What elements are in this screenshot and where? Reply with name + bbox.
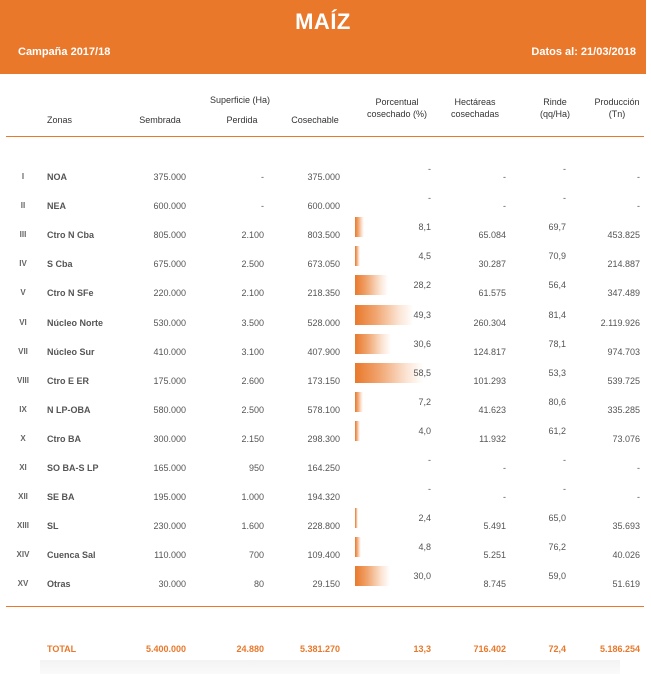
porcentual-bar bbox=[355, 246, 360, 266]
rinde-value: - bbox=[563, 455, 566, 465]
perdida-value: - bbox=[261, 201, 264, 211]
total-divider bbox=[6, 606, 644, 607]
perdida-value: 3.100 bbox=[241, 347, 264, 357]
porcentual-bar bbox=[355, 217, 364, 237]
rinde-value: 56,4 bbox=[548, 280, 566, 290]
row-number: XI bbox=[19, 463, 27, 472]
zone-name: S Cba bbox=[47, 259, 73, 269]
zone-name: Ctro N SFe bbox=[47, 288, 94, 298]
sembrada-value: 580.000 bbox=[153, 405, 186, 415]
header-produccion-line1: Producción bbox=[594, 97, 640, 107]
report-title: MAÍZ bbox=[295, 9, 351, 34]
cosechable-value: 194.320 bbox=[307, 492, 340, 502]
header-hectareas-line1: Hectáreas bbox=[454, 97, 496, 107]
header-hectareas-line2: cosechadas bbox=[450, 109, 500, 119]
porcentual-value: 8,1 bbox=[418, 222, 431, 232]
header-porcentual-line2: cosechado (%) bbox=[366, 109, 428, 119]
total-perdida: 24.880 bbox=[236, 644, 264, 654]
cosechable-value: 29.150 bbox=[312, 579, 340, 589]
hectareas-value: - bbox=[503, 492, 506, 502]
sembrada-value: 410.000 bbox=[153, 347, 186, 357]
rinde-value: 65,0 bbox=[548, 513, 566, 523]
hectareas-value: 11.932 bbox=[479, 434, 506, 444]
row-number: II bbox=[20, 201, 26, 210]
cosechable-value: 600.000 bbox=[307, 201, 340, 211]
header-rinde bbox=[530, 96, 580, 120]
produccion-value: 2.119.926 bbox=[600, 318, 640, 328]
zone-name: N LP-OBA bbox=[47, 405, 91, 415]
produccion-value: - bbox=[637, 201, 640, 211]
hectareas-value: 8.745 bbox=[483, 579, 506, 589]
row-number: X bbox=[20, 434, 26, 443]
header-hectareas bbox=[440, 96, 510, 120]
header-superficie-group: Superficie (Ha) bbox=[209, 95, 271, 105]
header-sembrada: Sembrada bbox=[139, 115, 181, 125]
campaign-label: Campaña 2017/18 bbox=[18, 46, 111, 58]
porcentual-bar bbox=[355, 537, 361, 557]
produccion-value: - bbox=[637, 172, 640, 182]
sembrada-value: 600.000 bbox=[153, 201, 186, 211]
sembrada-value: 675.000 bbox=[153, 259, 186, 269]
zone-name: SL bbox=[47, 521, 59, 531]
header-zonas: Zonas bbox=[47, 115, 73, 125]
hectareas-value: 65.084 bbox=[478, 230, 506, 240]
hectareas-value: 260.304 bbox=[473, 318, 506, 328]
rinde-value: 76,2 bbox=[548, 542, 566, 552]
zone-name: Otras bbox=[47, 579, 71, 589]
zone-name: NOA bbox=[47, 172, 67, 182]
porcentual-bar bbox=[355, 508, 358, 528]
cosechable-value: 109.400 bbox=[307, 550, 340, 560]
footer-shadow bbox=[40, 660, 620, 674]
perdida-value: 2.600 bbox=[241, 376, 264, 386]
header-rinde-line1: Rinde bbox=[543, 97, 567, 107]
produccion-value: 539.725 bbox=[607, 376, 640, 386]
perdida-value: 2.100 bbox=[241, 288, 264, 298]
zone-name: NEA bbox=[47, 201, 67, 211]
hectareas-value: - bbox=[503, 201, 506, 211]
perdida-value: 2.150 bbox=[241, 434, 264, 444]
header-cosechable: Cosechable bbox=[291, 115, 339, 125]
header-produccion-line2: (Tn) bbox=[608, 109, 626, 119]
porcentual-value: 30,6 bbox=[413, 339, 431, 349]
porcentual-value: 2,4 bbox=[418, 513, 431, 523]
hectareas-value: 61.575 bbox=[478, 288, 506, 298]
hectareas-value: - bbox=[503, 463, 506, 473]
total-porcentual: 13,3 bbox=[413, 644, 431, 654]
cosechable-value: 228.800 bbox=[307, 521, 340, 531]
sembrada-value: 530.000 bbox=[153, 318, 186, 328]
row-number: IV bbox=[19, 259, 27, 268]
cosechable-value: 578.100 bbox=[307, 405, 340, 415]
perdida-value: 3.500 bbox=[241, 318, 264, 328]
perdida-value: 950 bbox=[248, 463, 264, 473]
zone-name: Ctro BA bbox=[47, 434, 81, 444]
rinde-value: - bbox=[563, 164, 566, 174]
porcentual-value: 30,0 bbox=[413, 571, 431, 581]
porcentual-value: 4,5 bbox=[418, 251, 431, 261]
total-rinde: 72,4 bbox=[548, 644, 566, 654]
porcentual-value: 7,2 bbox=[418, 397, 431, 407]
zone-name: SE BA bbox=[47, 492, 75, 502]
produccion-value: - bbox=[637, 492, 640, 502]
cosechable-value: 407.900 bbox=[307, 347, 340, 357]
porcentual-bar bbox=[355, 392, 363, 412]
porcentual-value: 4,0 bbox=[418, 426, 431, 436]
report-header bbox=[0, 0, 646, 74]
sembrada-value: 805.000 bbox=[153, 230, 186, 240]
sembrada-value: 110.000 bbox=[154, 550, 186, 560]
sembrada-value: 220.000 bbox=[153, 288, 186, 298]
perdida-value: 700 bbox=[248, 550, 264, 560]
cosechable-value: 218.350 bbox=[307, 288, 340, 298]
zone-name: SO BA-S LP bbox=[47, 463, 99, 473]
rinde-value: 61,2 bbox=[548, 426, 566, 436]
row-number: I bbox=[21, 172, 25, 181]
sembrada-value: 175.000 bbox=[153, 376, 186, 386]
hectareas-value: 5.251 bbox=[483, 550, 506, 560]
porcentual-bar bbox=[355, 566, 390, 586]
produccion-value: 35.693 bbox=[612, 521, 640, 531]
zone-name: Núcleo Sur bbox=[47, 347, 95, 357]
produccion-value: 347.489 bbox=[607, 288, 640, 298]
total-cosechable: 5.381.270 bbox=[299, 644, 340, 654]
porcentual-value: 28,2 bbox=[413, 280, 431, 290]
header-divider bbox=[6, 136, 644, 137]
produccion-value: 51.619 bbox=[612, 579, 640, 589]
cosechable-value: 164.250 bbox=[307, 463, 340, 473]
hectareas-value: 101.293 bbox=[473, 376, 506, 386]
cosechable-value: 673.050 bbox=[307, 259, 340, 269]
porcentual-bar bbox=[355, 275, 388, 295]
row-number: XII bbox=[18, 492, 28, 501]
perdida-value: 80 bbox=[253, 579, 264, 589]
total-produccion: 5.186.254 bbox=[599, 644, 640, 654]
row-number: V bbox=[20, 288, 26, 297]
produccion-value: 40.026 bbox=[612, 550, 640, 560]
row-number: VI bbox=[19, 318, 27, 327]
row-number: VII bbox=[18, 347, 28, 356]
hectareas-value: - bbox=[503, 172, 506, 182]
rinde-value: 69,7 bbox=[548, 222, 566, 232]
perdida-value: 2.500 bbox=[241, 259, 264, 269]
rinde-value: 59,0 bbox=[548, 571, 566, 581]
cosechable-value: 298.300 bbox=[307, 434, 340, 444]
perdida-value: - bbox=[261, 172, 264, 182]
sembrada-value: 165.000 bbox=[153, 463, 186, 473]
rinde-value: 80,6 bbox=[548, 397, 566, 407]
header-porcentual bbox=[352, 96, 442, 120]
porcentual-value: 58,5 bbox=[413, 368, 431, 378]
zone-name: Ctro E ER bbox=[47, 376, 90, 386]
porcentual-bar bbox=[355, 334, 391, 354]
rinde-value: - bbox=[563, 193, 566, 203]
perdida-value: 1.000 bbox=[241, 492, 264, 502]
porcentual-value: - bbox=[428, 164, 431, 174]
cosechable-value: 528.000 bbox=[307, 318, 340, 328]
porcentual-value: 4,8 bbox=[418, 542, 431, 552]
zone-name: Ctro N Cba bbox=[47, 230, 94, 240]
row-number: XV bbox=[17, 579, 29, 588]
porcentual-value: - bbox=[428, 455, 431, 465]
header-porcentual-line1: Porcentual bbox=[375, 97, 419, 107]
perdida-value: 2.100 bbox=[241, 230, 264, 240]
zone-name: Núcleo Norte bbox=[47, 318, 104, 328]
perdida-value: 1.600 bbox=[241, 521, 264, 531]
total-label: TOTAL bbox=[47, 644, 77, 654]
porcentual-value: - bbox=[428, 193, 431, 203]
header-perdida: Perdida bbox=[226, 115, 258, 125]
sembrada-value: 375.000 bbox=[153, 172, 186, 182]
perdida-value: 2.500 bbox=[241, 405, 264, 415]
produccion-value: 974.703 bbox=[607, 347, 640, 357]
rinde-value: - bbox=[563, 484, 566, 494]
produccion-value: 335.285 bbox=[607, 405, 640, 415]
row-number: XIII bbox=[16, 521, 29, 530]
produccion-value: 453.825 bbox=[607, 230, 640, 240]
porcentual-bar bbox=[355, 421, 360, 441]
sembrada-value: 300.000 bbox=[153, 434, 186, 444]
cosechable-value: 173.150 bbox=[307, 376, 340, 386]
rinde-value: 78,1 bbox=[548, 339, 566, 349]
hectareas-value: 5.491 bbox=[483, 521, 506, 531]
total-sembrada: 5.400.000 bbox=[145, 644, 186, 654]
row-number: III bbox=[19, 230, 27, 239]
header-rinde-line2: (qq/Ha) bbox=[539, 109, 570, 119]
data-date: Datos al: 21/03/2018 bbox=[531, 46, 636, 58]
hectareas-value: 30.287 bbox=[478, 259, 506, 269]
produccion-value: 214.887 bbox=[607, 259, 640, 269]
sembrada-value: 195.000 bbox=[153, 492, 186, 502]
rinde-value: 53,3 bbox=[548, 368, 566, 378]
row-number: IX bbox=[19, 405, 27, 414]
row-number: VIII bbox=[16, 376, 29, 385]
rinde-value: 81,4 bbox=[548, 310, 566, 320]
porcentual-value: - bbox=[428, 484, 431, 494]
sembrada-value: 230.000 bbox=[153, 521, 186, 531]
zone-name: Cuenca Sal bbox=[47, 550, 96, 560]
cosechable-value: 803.500 bbox=[307, 230, 340, 240]
row-number: XIV bbox=[16, 550, 30, 559]
hectareas-value: 124.817 bbox=[473, 347, 506, 357]
produccion-value: - bbox=[637, 463, 640, 473]
produccion-value: 73.076 bbox=[612, 434, 640, 444]
total-hectareas: 716.402 bbox=[473, 644, 506, 654]
header-produccion bbox=[586, 96, 648, 120]
rinde-value: 70,9 bbox=[548, 251, 566, 261]
sembrada-value: 30.000 bbox=[158, 579, 186, 589]
hectareas-value: 41.623 bbox=[478, 405, 506, 415]
cosechable-value: 375.000 bbox=[307, 172, 340, 182]
porcentual-value: 49,3 bbox=[413, 310, 431, 320]
